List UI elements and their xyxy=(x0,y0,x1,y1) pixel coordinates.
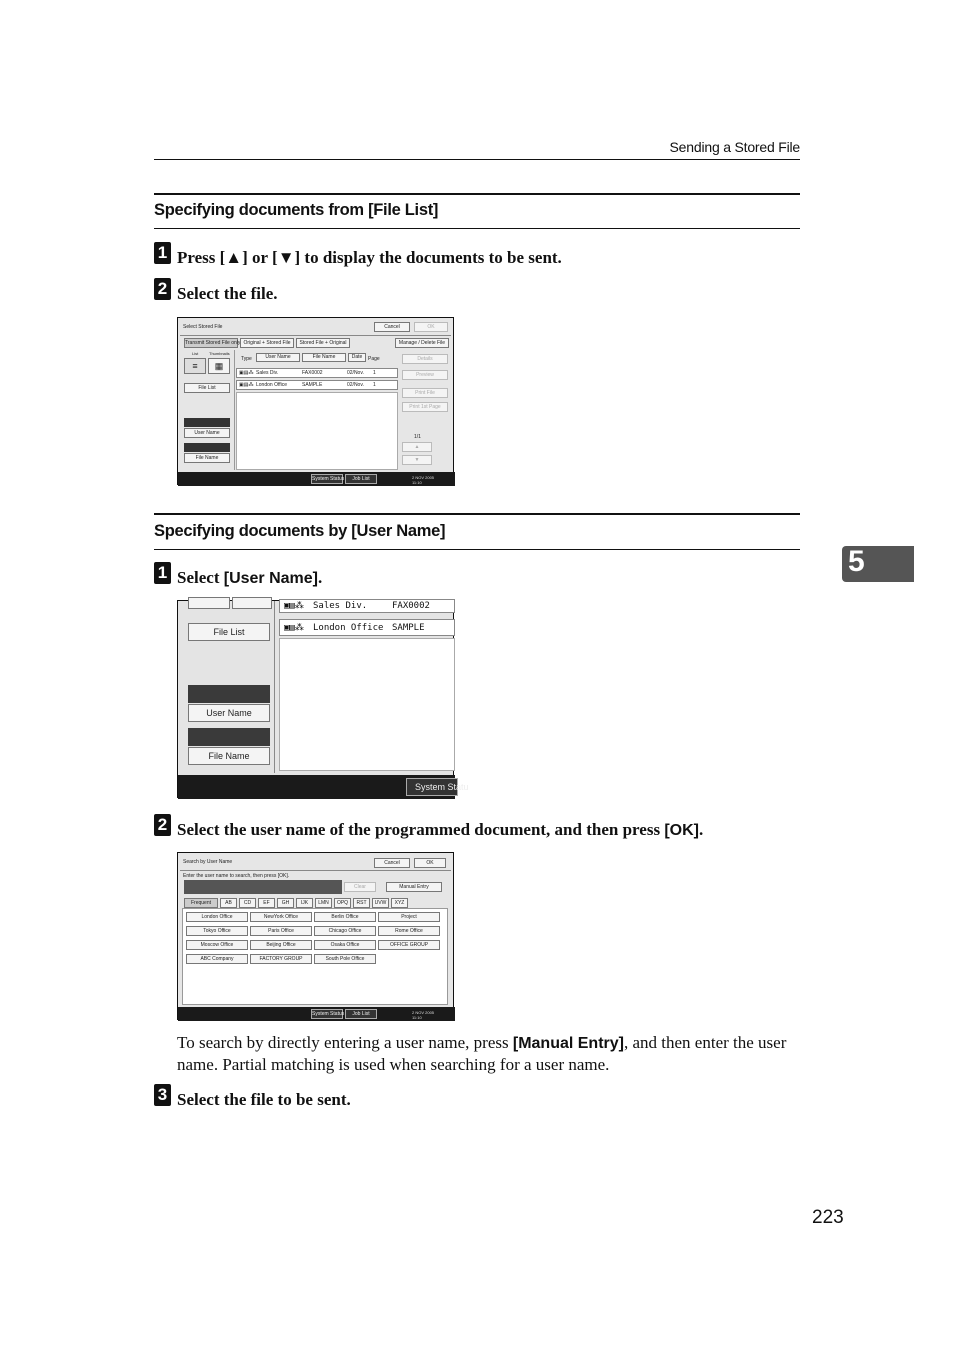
search-by-user-name-screen xyxy=(177,852,454,1020)
row-file: SAMPLE xyxy=(302,382,323,388)
key-user-name: [User Name] xyxy=(223,570,318,587)
file-list-button[interactable]: File List xyxy=(184,383,230,393)
header-rule xyxy=(154,159,800,160)
partial-button[interactable] xyxy=(188,597,230,609)
tab-original-stored[interactable]: Original + Stored File xyxy=(240,338,294,348)
table-row[interactable] xyxy=(279,619,455,636)
user-name-key[interactable]: Project xyxy=(378,912,440,922)
arrow-up-icon: ▲ xyxy=(414,444,420,450)
arrow-down-icon: ▼ xyxy=(414,457,420,463)
user-name-key[interactable]: Chicago Office xyxy=(314,926,376,936)
tab-stored-original[interactable]: Stored File + Original xyxy=(296,338,350,348)
instruction-text: Enter the user name to search, then press [OK]. xyxy=(183,873,290,879)
ok-button[interactable]: OK xyxy=(414,322,448,332)
user-name-key[interactable]: Moscow Office xyxy=(186,940,248,950)
row-file: FAX0002 xyxy=(302,370,323,376)
step-text: Press [▲] or [▼] to display the documents to be sent. xyxy=(177,248,562,267)
job-list-button[interactable]: Job List xyxy=(345,474,377,484)
step-text-suffix: . xyxy=(318,568,323,587)
file-list-button[interactable]: File List xyxy=(188,623,270,641)
row-file: SAMPLE xyxy=(392,623,425,633)
section1-bottom-rule xyxy=(154,228,800,229)
chapter-number: 5 xyxy=(848,545,865,578)
preview-button[interactable]: Preview xyxy=(402,370,448,380)
file-name-button[interactable]: File Name xyxy=(184,453,230,463)
user-name-key[interactable]: London Office xyxy=(186,912,248,922)
clock: 2 NOV 2005 11:10 xyxy=(412,475,435,485)
file-name-header xyxy=(184,443,230,452)
row-page: 1 xyxy=(373,370,376,376)
search-input[interactable] xyxy=(184,880,342,894)
system-status-button[interactable]: System Status xyxy=(312,1011,345,1017)
screen-title: Select Stored File xyxy=(183,324,223,330)
row-user: Sales Div. xyxy=(313,601,368,611)
user-name-key[interactable]: South Pole Office xyxy=(314,954,376,964)
job-list-button[interactable]: Job List xyxy=(345,1009,377,1019)
col-file-name[interactable]: File Name xyxy=(302,353,346,362)
scroll-down-button[interactable] xyxy=(402,455,432,465)
print-first-page-button[interactable]: Print 1st Page xyxy=(402,402,448,412)
col-date[interactable]: Date xyxy=(348,353,366,362)
user-name-button[interactable]: User Name xyxy=(184,428,230,438)
grid-icon: ▦ xyxy=(214,361,224,371)
user-name-key[interactable]: NewYork Office xyxy=(250,912,312,922)
view-thumb-label: Thumbnails xyxy=(209,351,230,356)
step-text xyxy=(177,568,322,588)
tab-transmit-only[interactable]: Transmit Stored File only xyxy=(185,340,241,346)
index-tab[interactable]: AB xyxy=(220,898,237,908)
step-text xyxy=(177,820,703,840)
screen-title: Search by User Name xyxy=(183,859,233,865)
index-tab[interactable]: LMN xyxy=(315,898,332,908)
user-name-key[interactable]: ABC Company xyxy=(186,954,248,964)
section2-top-rule xyxy=(154,513,800,515)
row-file: FAX0002 xyxy=(392,601,430,611)
list-view-button[interactable] xyxy=(184,358,206,374)
page-number: 223 xyxy=(812,1207,844,1228)
system-status-button[interactable]: System Statu xyxy=(406,778,458,796)
title-divider xyxy=(180,870,451,871)
title-divider xyxy=(180,335,451,336)
row-type-icon: ▣▤⁂ xyxy=(239,370,254,376)
step-number: 1 xyxy=(154,562,171,584)
row-type-icon: ▣▤⁂ xyxy=(239,382,254,388)
clear-button[interactable]: Clear xyxy=(344,882,376,892)
col-type: Type xyxy=(241,356,252,362)
table-row[interactable] xyxy=(236,368,398,378)
user-name-key[interactable]: Paris Office xyxy=(250,926,312,936)
index-tab[interactable]: RST xyxy=(353,898,370,908)
file-name-button[interactable]: File Name xyxy=(188,747,270,765)
manual-entry-button[interactable]: Manual Entry xyxy=(386,882,442,892)
step-text: Select the file. xyxy=(177,284,278,303)
note-text-1: To search by directly entering a user name, press xyxy=(177,1033,513,1052)
step-number: 1 xyxy=(154,242,171,264)
step-number: 2 xyxy=(154,814,171,836)
step-number: 3 xyxy=(154,1084,171,1106)
details-button[interactable]: Details xyxy=(402,354,448,364)
key-ok: [OK] xyxy=(664,822,699,839)
print-file-button[interactable]: Print File xyxy=(402,388,448,398)
view-list-label: List xyxy=(192,351,199,356)
clock: 2 NOV 2005 11:10 xyxy=(412,1010,435,1020)
partial-button[interactable] xyxy=(232,597,272,609)
row-type-icon: ▣▤⁂ xyxy=(284,623,304,633)
user-name-key[interactable]: Osaka Office xyxy=(314,940,376,950)
step-text: Select the file to be sent. xyxy=(177,1090,351,1109)
user-name-key[interactable]: FACTORY GROUP xyxy=(250,954,312,964)
user-name-key[interactable]: Berlin Office xyxy=(314,912,376,922)
cancel-button[interactable]: Cancel xyxy=(374,322,410,332)
step-number: 2 xyxy=(154,278,171,300)
index-tab[interactable]: CD xyxy=(239,898,256,908)
file-name-header xyxy=(188,728,270,746)
thumbnail-view-button[interactable] xyxy=(208,358,230,374)
system-status-button[interactable]: System Status xyxy=(312,476,345,482)
user-name-key[interactable]: Tokyo Office xyxy=(186,926,248,936)
table-row[interactable] xyxy=(236,380,398,390)
list-icon: ≡ xyxy=(192,361,198,371)
index-tab[interactable]: IJK xyxy=(296,898,313,908)
index-tab[interactable]: GH xyxy=(277,898,294,908)
user-name-key[interactable]: Beijing Office xyxy=(250,940,312,950)
index-tab[interactable]: EF xyxy=(258,898,275,908)
col-page: Page xyxy=(368,356,380,362)
manage-delete-button[interactable]: Manage / Delete File xyxy=(395,338,449,348)
row-date: 02/Nov. xyxy=(347,370,364,376)
user-name-header xyxy=(188,685,270,703)
row-user: Sales Div. xyxy=(256,370,279,376)
cancel-button[interactable]: Cancel xyxy=(374,858,410,868)
manual-entry-note xyxy=(177,1032,802,1075)
step-text-prefix: Select the user name of the programmed document, and then press xyxy=(177,820,665,839)
section2-bottom-rule xyxy=(154,549,800,550)
page-counter: 1/1 xyxy=(414,434,421,440)
user-name-key[interactable]: OFFICE GROUP xyxy=(378,940,440,950)
step-text-prefix: Select xyxy=(177,568,224,587)
ok-button[interactable]: OK xyxy=(414,858,446,868)
key-manual-entry: [Manual Entry] xyxy=(512,1035,624,1052)
select-stored-file-screen xyxy=(177,317,454,485)
user-name-key[interactable]: Rome Office xyxy=(378,926,440,936)
scroll-up-button[interactable] xyxy=(402,442,432,452)
table-row[interactable] xyxy=(279,599,455,613)
section1-top-rule xyxy=(154,193,800,195)
row-user: London Office xyxy=(256,382,288,388)
index-tab[interactable]: XYZ xyxy=(391,898,408,908)
user-name-button[interactable]: User Name xyxy=(188,704,270,722)
row-page: 1 xyxy=(373,382,376,388)
step-text-suffix: . xyxy=(698,820,704,839)
index-tab[interactable]: UVW xyxy=(372,898,389,908)
left-pane-divider xyxy=(274,601,275,773)
user-name-zoom-screen xyxy=(177,600,469,798)
row-type-icon: ▣▤⁂ xyxy=(284,601,304,611)
row-date: 02/Nov. xyxy=(347,382,364,388)
user-name-header xyxy=(184,418,230,427)
note-text-2: , and then enter the user name. Partial matching is used when searching for a user name. xyxy=(177,1033,787,1074)
section1-title: Specifying documents from [File List] xyxy=(154,201,439,219)
running-title: Sending a Stored File xyxy=(669,139,800,155)
section2-title: Specifying documents by [User Name] xyxy=(154,522,446,540)
col-user-name[interactable]: User Name xyxy=(256,353,300,362)
list-area xyxy=(236,392,398,470)
index-tab[interactable]: Frequent xyxy=(184,898,218,908)
list-area xyxy=(279,638,455,771)
row-user: London Office xyxy=(313,623,384,633)
index-tab[interactable]: OPQ xyxy=(334,898,351,908)
